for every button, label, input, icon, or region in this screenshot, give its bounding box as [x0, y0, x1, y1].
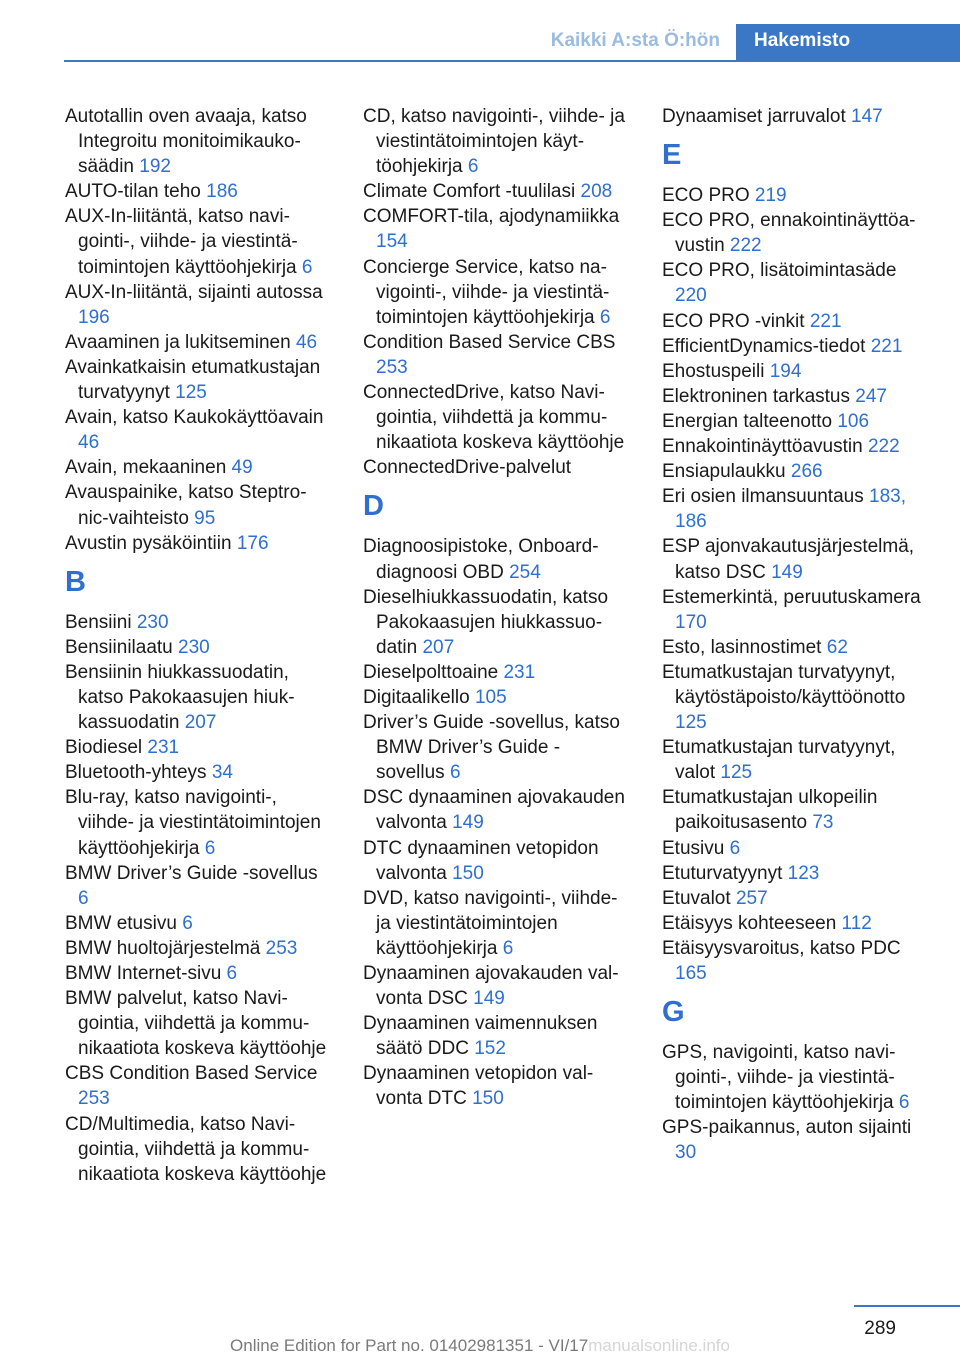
index-page-link[interactable]: 196	[78, 306, 110, 328]
index-entry	[662, 309, 932, 334]
index-entry-term: COMFORT-tila, ajodynamiikka	[363, 206, 620, 228]
index-page-link[interactable]: 73	[812, 812, 834, 834]
index-letter-e: E	[662, 139, 682, 172]
index-entry	[363, 585, 625, 660]
index-entry-term: Ennakointinäyttöavustin	[662, 436, 863, 458]
index-page-link[interactable]: 207	[422, 636, 455, 658]
index-page-link[interactable]: 230	[136, 611, 169, 633]
index-page-link[interactable]: 219	[754, 185, 787, 207]
index-entry-term: ECO PRO, ennakointinäyttöavustin	[662, 210, 916, 257]
index-entry-term: BMW Driver’s Guide -sovellus	[65, 862, 318, 884]
index-entry-term: GPS, navigointi, katso navigointi-, viihde- ja viestintätoimintojen käyttöohjekirja	[662, 1042, 896, 1114]
index-page-link[interactable]: 221	[870, 335, 903, 357]
index-entry	[662, 585, 932, 635]
index-page-link[interactable]: 49	[231, 457, 253, 479]
index-page-link[interactable]: 253	[376, 356, 408, 378]
index-entry-term: Avauspainike, katso Steptronic-vaihteisto	[65, 482, 307, 529]
index-page-link[interactable]: 222	[867, 436, 900, 458]
index-page-link[interactable]: 6	[467, 156, 479, 178]
index-column-2	[363, 104, 625, 1112]
index-entry	[662, 459, 932, 484]
index-page-link[interactable]: 6	[182, 912, 193, 934]
index-entry-term: AUX-In-liitäntä, katso navigointi-, viihde- ja viestintätoimintojen käyttöohjekirja	[65, 206, 298, 278]
index-entry	[65, 961, 327, 986]
index-entry-term: Digitaalikello	[363, 686, 470, 708]
index-entry	[662, 484, 932, 534]
index-page-link[interactable]: 112	[841, 912, 872, 934]
index-page-link[interactable]: 147	[851, 106, 883, 127]
index-entry	[662, 861, 932, 886]
index-entry-term: Concierge Service, katso navigointi-, viihde- ja viestintätoimintojen käyttöohjekirja	[363, 256, 610, 328]
index-page-link[interactable]: 254	[509, 561, 541, 583]
index-page-link[interactable]: 221	[809, 310, 842, 332]
index-page-link[interactable]: 125	[675, 712, 707, 734]
index-page-link[interactable]: 186	[206, 181, 238, 203]
index-entry-term: BMW Internet-sivu	[65, 963, 222, 984]
index-entry	[65, 936, 327, 961]
index-entry	[662, 434, 932, 459]
index-entry-term: BMW huoltojärjestelmä	[65, 937, 261, 959]
index-entry	[662, 911, 932, 936]
index-entry-term: CD/Multimedia, katso Navigointia, viihdettä ja kommunikaatiota koskeva käyttöohje	[65, 1113, 327, 1185]
index-entry	[65, 785, 327, 860]
index-entry	[65, 280, 327, 330]
index-entry	[662, 635, 932, 660]
index-entry-term: GPS-paikannus, auton sijainti	[662, 1117, 912, 1139]
index-entry	[662, 886, 932, 911]
index-entry	[662, 534, 932, 584]
index-page-link[interactable]: 6	[502, 937, 514, 959]
index-entry	[65, 660, 327, 735]
index-entry	[363, 961, 625, 1011]
index-entry-term: Diagnoosipistoke, Onboard-diagnoosi OBD	[363, 536, 599, 583]
index-entry-term: Dynaamiset jarruvalot	[662, 106, 846, 127]
index-page-link[interactable]: 247	[855, 385, 887, 407]
index-entry-term: Etuturvatyynyt	[662, 862, 783, 884]
index-entry-term: Avustin pysäköintiin	[65, 532, 232, 554]
index-entry-term: ECO PRO -vinkit	[662, 310, 805, 332]
index-entry-term: Condition Based Service CBS	[363, 331, 616, 353]
index-entry-term: EfficientDynamics-tiedot	[662, 335, 866, 357]
index-entry	[662, 936, 932, 986]
index-entry	[662, 183, 932, 208]
index-letter-d: D	[363, 490, 384, 523]
index-entry	[65, 635, 327, 660]
index-entry	[662, 258, 932, 308]
index-entry-term: ECO PRO, lisätoimintasäde	[662, 260, 897, 282]
index-entry	[363, 836, 625, 886]
index-entry	[363, 710, 625, 785]
index-entry	[65, 735, 327, 760]
index-entry	[65, 610, 327, 635]
index-entry-term: DTC dynaaminen vetopidon valvonta	[363, 837, 599, 884]
index-entry	[363, 785, 625, 835]
index-page-link[interactable]: 192	[139, 156, 171, 178]
index-entry	[65, 531, 327, 556]
index-entry	[662, 208, 932, 258]
index-entry	[65, 911, 327, 936]
index-entry	[65, 760, 327, 785]
index-page-link[interactable]: 194	[769, 360, 802, 382]
index-entry-term: CD, katso navigointi-, viihde- ja viestintätoimintojen käyttöohjekirja	[363, 106, 625, 178]
index-entry	[363, 685, 625, 710]
index-page-link[interactable]: 231	[147, 737, 180, 759]
footer	[0, 1336, 960, 1356]
index-entry	[662, 735, 932, 785]
index-page-link[interactable]: 6	[226, 963, 238, 984]
index-page-link[interactable]: 46	[295, 331, 318, 353]
index-page-link[interactable]: 176	[236, 532, 269, 554]
index-page-link[interactable]: 106	[837, 410, 870, 432]
index-entry-term: Estemerkintä, peruutuskamera	[662, 586, 921, 608]
index-page-link[interactable]: 183, 186	[675, 486, 906, 533]
index-entry	[65, 204, 327, 279]
index-entry-term: BMW palvelut, katso Navigointia, viihdettä ja kommunikaatiota koskeva käyttöohje	[65, 988, 327, 1060]
index-page-link[interactable]: 6	[898, 1092, 910, 1114]
index-entry-term: CBS Condition Based Service	[65, 1063, 318, 1085]
index-entry-term: Etusivu	[662, 837, 725, 859]
index-page-link[interactable]: 230	[178, 636, 210, 658]
index-entry-term: Dynaaminen vaimennuksen säätö DDC	[363, 1013, 598, 1060]
index-page-link[interactable]: 150	[472, 1088, 504, 1110]
header-tab-index: Hakemisto	[736, 24, 960, 62]
index-page-link[interactable]: 46	[78, 432, 100, 454]
index-entry	[363, 380, 625, 455]
index-entry-term: AUX-In-liitäntä, sijainti autossa	[65, 281, 323, 303]
index-entry-term: Etumatkustajan ulkopeilin paikoitusasento	[662, 787, 878, 834]
index-entry-term: Etuvalot	[662, 887, 731, 909]
index-entry	[662, 785, 932, 835]
index-column-1	[65, 104, 327, 1187]
index-entry	[65, 480, 327, 530]
index-entry-term: Ensiapulaukku	[662, 461, 786, 483]
index-entry-term: ESP ajonvakautusjärjestelmä, katso DSC	[662, 536, 915, 583]
index-entry-term: Climate Comfort -tuulilasi	[363, 181, 576, 203]
index-entry-term: Dynaaminen ajovakauden valvonta DSC	[363, 963, 619, 1010]
index-entry-term: Etäisyysvaroitus, katso PDC	[662, 937, 901, 959]
index-page-link[interactable]: 165	[675, 963, 707, 984]
index-entry	[662, 660, 932, 735]
index-page-link[interactable]: 150	[452, 862, 484, 884]
index-page-link[interactable]: 125	[720, 762, 753, 784]
page-header	[0, 24, 960, 62]
index-entry-term: ECO PRO	[662, 185, 750, 207]
index-entry	[65, 1112, 327, 1187]
index-entry	[363, 886, 625, 961]
index-page-link[interactable]: 125	[175, 382, 207, 404]
index-entry-term: Avaaminen ja lukitseminen	[65, 331, 291, 353]
index-page-link[interactable]: 30	[675, 1142, 697, 1164]
index-entry	[363, 179, 625, 204]
index-page-link[interactable]: 253	[78, 1088, 110, 1110]
index-entry	[65, 355, 327, 405]
index-entry	[65, 986, 327, 1061]
index-entry-term: Blu-ray, katso navigointi-, viihde- ja viestintätoimintojen käyttöohjekirja	[65, 787, 321, 859]
index-page-link[interactable]: 6	[729, 837, 741, 859]
index-entry	[662, 1115, 932, 1165]
index-page-link[interactable]: 6	[78, 887, 89, 909]
index-entry-term: Dieselpolttoaine	[363, 661, 499, 683]
index-entry	[363, 330, 625, 380]
index-entry-term: Bluetooth-yhteys	[65, 762, 207, 784]
index-entry-term: Esto, lasinnostimet	[662, 636, 822, 658]
index-page-link[interactable]: 149	[452, 812, 484, 834]
index-page-link[interactable]: 149	[771, 561, 803, 583]
index-entry	[65, 455, 327, 480]
index-entry	[662, 384, 932, 409]
footer-edition: Online Edition for Part no. 01402981351 - VI/17	[230, 1336, 589, 1355]
index-page-link[interactable]: 34	[211, 762, 233, 784]
index-page-link[interactable]: 152	[474, 1038, 506, 1060]
index-entry-term: Dieselhiukkassuodatin, katso Pakokaasujen hiukkassuodatin	[363, 586, 609, 658]
index-entry-term: Eri osien ilmansuuntaus	[662, 486, 864, 508]
index-column-3	[662, 104, 932, 1166]
index-page-link[interactable]: 95	[194, 507, 216, 529]
index-entry-term: Avain, mekaaninen	[65, 457, 227, 479]
index-page-link[interactable]: 6	[301, 256, 313, 278]
index-entry-term: AUTO-tilan teho	[65, 181, 201, 203]
index-entry	[363, 455, 625, 480]
index-entry	[363, 534, 625, 584]
index-entry	[65, 861, 327, 911]
index-entry	[363, 255, 625, 330]
header-section-title: Kaikki A:sta Ö:hön	[550, 30, 720, 51]
index-entry	[363, 1061, 625, 1111]
index-entry-term: ConnectedDrive-palvelut	[363, 457, 572, 479]
page-number-rule	[854, 1305, 960, 1307]
index-entry-term: Driver’s Guide -sovellus, katso BMW Driver’s Guide -sovellus	[363, 712, 620, 784]
index-entry	[65, 179, 327, 204]
index-entry-term: Avain, katso Kaukokäyttöavain	[65, 407, 324, 429]
index-entry-term: Autotallin oven avaaja, katso Integroitu monitoimikaukosäädin	[65, 106, 307, 178]
index-entry-term: Etumatkustajan turvatyynyt, käytöstäpoisto/käyttöönotto	[662, 661, 906, 708]
index-entry-term: Energian talteenotto	[662, 410, 833, 432]
index-entry-term: Etumatkustajan turvatyynyt, valot	[662, 737, 896, 784]
index-page-link[interactable]: 231	[503, 661, 536, 683]
index-entry	[363, 1011, 625, 1061]
index-page-link[interactable]: 6	[449, 762, 461, 784]
index-page-link[interactable]: 170	[675, 611, 707, 633]
index-page-link[interactable]: 6	[599, 306, 611, 328]
index-page-link[interactable]: 266	[790, 461, 823, 483]
page-number: 289	[864, 1318, 896, 1339]
index-entry	[662, 359, 932, 384]
index-entry-term: Biodiesel	[65, 737, 143, 759]
index-page-link[interactable]: 257	[735, 887, 768, 909]
index-page-link[interactable]: 154	[376, 231, 408, 253]
index-entry	[662, 409, 932, 434]
index-entry-term: Dynaaminen vetopidon valvonta DTC	[363, 1063, 594, 1110]
index-entry	[65, 104, 327, 179]
index-entry	[363, 104, 625, 179]
index-page-link[interactable]: 149	[473, 988, 505, 1010]
index-entry-term: DVD, katso navigointi-, viihde- ja viestintätoimintojen käyttöohjekirja	[363, 887, 618, 959]
index-page-link[interactable]: 220	[675, 285, 707, 307]
index-page-link[interactable]: 253	[265, 937, 298, 959]
index-entry	[363, 204, 625, 254]
index-entry	[662, 334, 932, 359]
index-entry	[65, 1061, 327, 1111]
index-entry	[662, 104, 932, 129]
index-page-link[interactable]: 62	[826, 636, 848, 658]
index-entry	[363, 660, 625, 685]
index-letter-b: B	[65, 565, 86, 598]
index-entry-term: Bensiinin hiukkassuodatin, katso Pakokaasujen hiukkassuodatin	[65, 661, 295, 734]
index-page-link[interactable]: 123	[787, 862, 820, 884]
footer-watermark: manualsonline.info	[588, 1336, 730, 1355]
index-entry-term: ConnectedDrive, katso Navigointia, viihdettä ja kommunikaatiota koskeva käyttöohje	[363, 382, 625, 454]
index-page-link[interactable]: 208	[580, 181, 613, 203]
index-entry	[662, 836, 932, 861]
index-entry	[65, 405, 327, 455]
index-entry-term: Avainkatkaisin etumatkustajan turvatyynyt	[65, 356, 321, 404]
index-entry-term: Elektroninen tarkastus	[662, 385, 850, 407]
index-entry	[662, 1040, 932, 1115]
index-entry-term: BMW etusivu	[65, 912, 177, 934]
index-entry-term: Ehostuspeili	[662, 360, 765, 382]
index-page-link[interactable]: 6	[204, 837, 216, 859]
index-entry-term: Bensiini	[65, 611, 132, 633]
index-entry	[65, 330, 327, 355]
index-page-link[interactable]: 207	[184, 712, 217, 734]
index-letter-g: G	[662, 996, 685, 1029]
index-page-link[interactable]: 105	[474, 686, 507, 708]
index-entry-term: Etäisyys kohteeseen	[662, 912, 837, 934]
index-entry-term: Bensiinilaatu	[65, 636, 173, 658]
index-page-link[interactable]: 222	[729, 235, 762, 257]
index-entry-term: DSC dynaaminen ajovakauden valvonta	[363, 787, 625, 834]
